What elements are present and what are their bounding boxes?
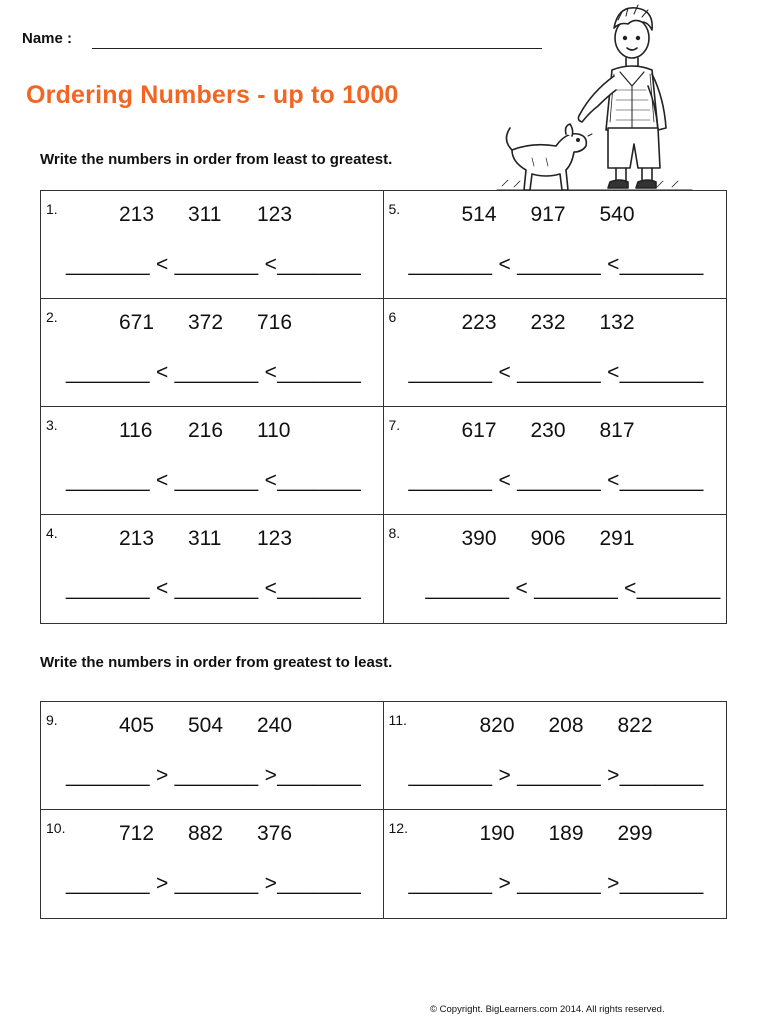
number-set: [119, 527, 326, 551]
number: 132: [599, 311, 635, 334]
number: 232: [530, 311, 566, 334]
number-set: [462, 311, 669, 335]
number: 906: [530, 527, 566, 550]
problem-cell: [41, 191, 384, 299]
problem-number: 5.: [388, 201, 401, 217]
number-set: [119, 203, 326, 227]
problem-cell: [41, 299, 384, 407]
answer-blanks[interactable]: _______ > _______ >_______: [408, 764, 704, 787]
answer-blanks[interactable]: _______ < _______ <_______: [408, 253, 704, 276]
number: 291: [599, 527, 635, 550]
number-set: [119, 311, 326, 335]
number: 123: [257, 527, 293, 550]
answer-blanks[interactable]: _______ < _______ <_______: [66, 577, 362, 600]
number: 540: [599, 203, 635, 226]
number: 390: [461, 527, 497, 550]
name-blank-line[interactable]: [92, 48, 542, 49]
number: 671: [119, 311, 155, 334]
problem-number: 9.: [46, 712, 58, 728]
problem-cell: [41, 702, 384, 810]
problem-cell: [384, 515, 727, 623]
number: 372: [188, 311, 224, 334]
number: 514: [461, 203, 497, 226]
number: 189: [548, 822, 584, 845]
problem-cell: [41, 810, 384, 918]
name-label: Name :: [22, 30, 73, 47]
problem-cell: [41, 407, 384, 515]
problem-number: 2.: [46, 309, 58, 325]
problem-number: 4.: [46, 525, 58, 541]
number-set: [462, 203, 669, 227]
number: 504: [188, 714, 224, 737]
problem-cell: [384, 407, 727, 515]
problem-cell: [384, 702, 727, 810]
number-set: [480, 822, 687, 846]
worksheet-title: Ordering Numbers - up to 1000: [26, 81, 399, 109]
number: 376: [257, 822, 293, 845]
number: 311: [188, 527, 222, 550]
number: 716: [257, 311, 293, 334]
number: 240: [257, 714, 293, 737]
number: 617: [461, 419, 497, 442]
instruction-least-to-greatest: Write the numbers in order from least to greatest.: [40, 151, 393, 168]
number: 216: [188, 419, 224, 442]
number: 213: [119, 203, 155, 226]
number: 116: [119, 419, 153, 442]
answer-blanks[interactable]: _______ < _______ <_______: [425, 577, 721, 600]
answer-blanks[interactable]: _______ > _______ >_______: [66, 764, 362, 787]
problem-cell: [384, 191, 727, 299]
problem-number: 10.: [46, 820, 66, 836]
problem-grid-least-to-greatest: [40, 190, 727, 624]
number: 882: [188, 822, 224, 845]
copyright-notice: © Copyright. BigLearners.com 2014. All rights reserved.: [430, 1004, 665, 1015]
number-set: [119, 822, 326, 846]
boy-petting-dog-illustration: [492, 0, 702, 198]
problem-number: 7.: [388, 417, 401, 433]
problem-cell: [384, 810, 727, 918]
number: 405: [119, 714, 155, 737]
number-set: [462, 419, 669, 443]
problem-cell: [41, 515, 384, 623]
problem-grid-greatest-to-least: [40, 701, 727, 919]
number: 190: [479, 822, 515, 845]
number: 299: [617, 822, 653, 845]
problem-number: 6: [388, 309, 397, 325]
number: 917: [530, 203, 566, 226]
problem-number: 12.: [388, 820, 408, 836]
number: 712: [119, 822, 155, 845]
problem-number: 3.: [46, 417, 58, 433]
problem-cell: [384, 299, 727, 407]
answer-blanks[interactable]: _______ > _______ >_______: [66, 872, 362, 895]
number: 822: [617, 714, 653, 737]
answer-blanks[interactable]: _______ > _______ >_______: [408, 872, 704, 895]
problem-number: 11.: [388, 712, 407, 728]
number: 820: [479, 714, 515, 737]
number-set: [480, 714, 687, 738]
number-set: [119, 714, 326, 738]
number: 213: [119, 527, 155, 550]
answer-blanks[interactable]: _______ < _______ <_______: [66, 361, 362, 384]
number: 223: [461, 311, 497, 334]
instruction-greatest-to-least: Write the numbers in order from greatest to least.: [40, 654, 393, 671]
number: 110: [257, 419, 291, 442]
answer-blanks[interactable]: _______ < _______ <_______: [408, 469, 704, 492]
number-set: [462, 527, 669, 551]
answer-blanks[interactable]: _______ < _______ <_______: [408, 361, 704, 384]
number: 208: [548, 714, 584, 737]
number: 311: [188, 203, 222, 226]
answer-blanks[interactable]: _______ < _______ <_______: [66, 469, 362, 492]
answer-blanks[interactable]: _______ < _______ <_______: [66, 253, 362, 276]
number: 817: [599, 419, 635, 442]
problem-number: 8.: [388, 525, 401, 541]
problem-number: 1.: [46, 201, 58, 217]
number: 123: [257, 203, 293, 226]
number: 230: [530, 419, 566, 442]
number-set: [119, 419, 326, 443]
